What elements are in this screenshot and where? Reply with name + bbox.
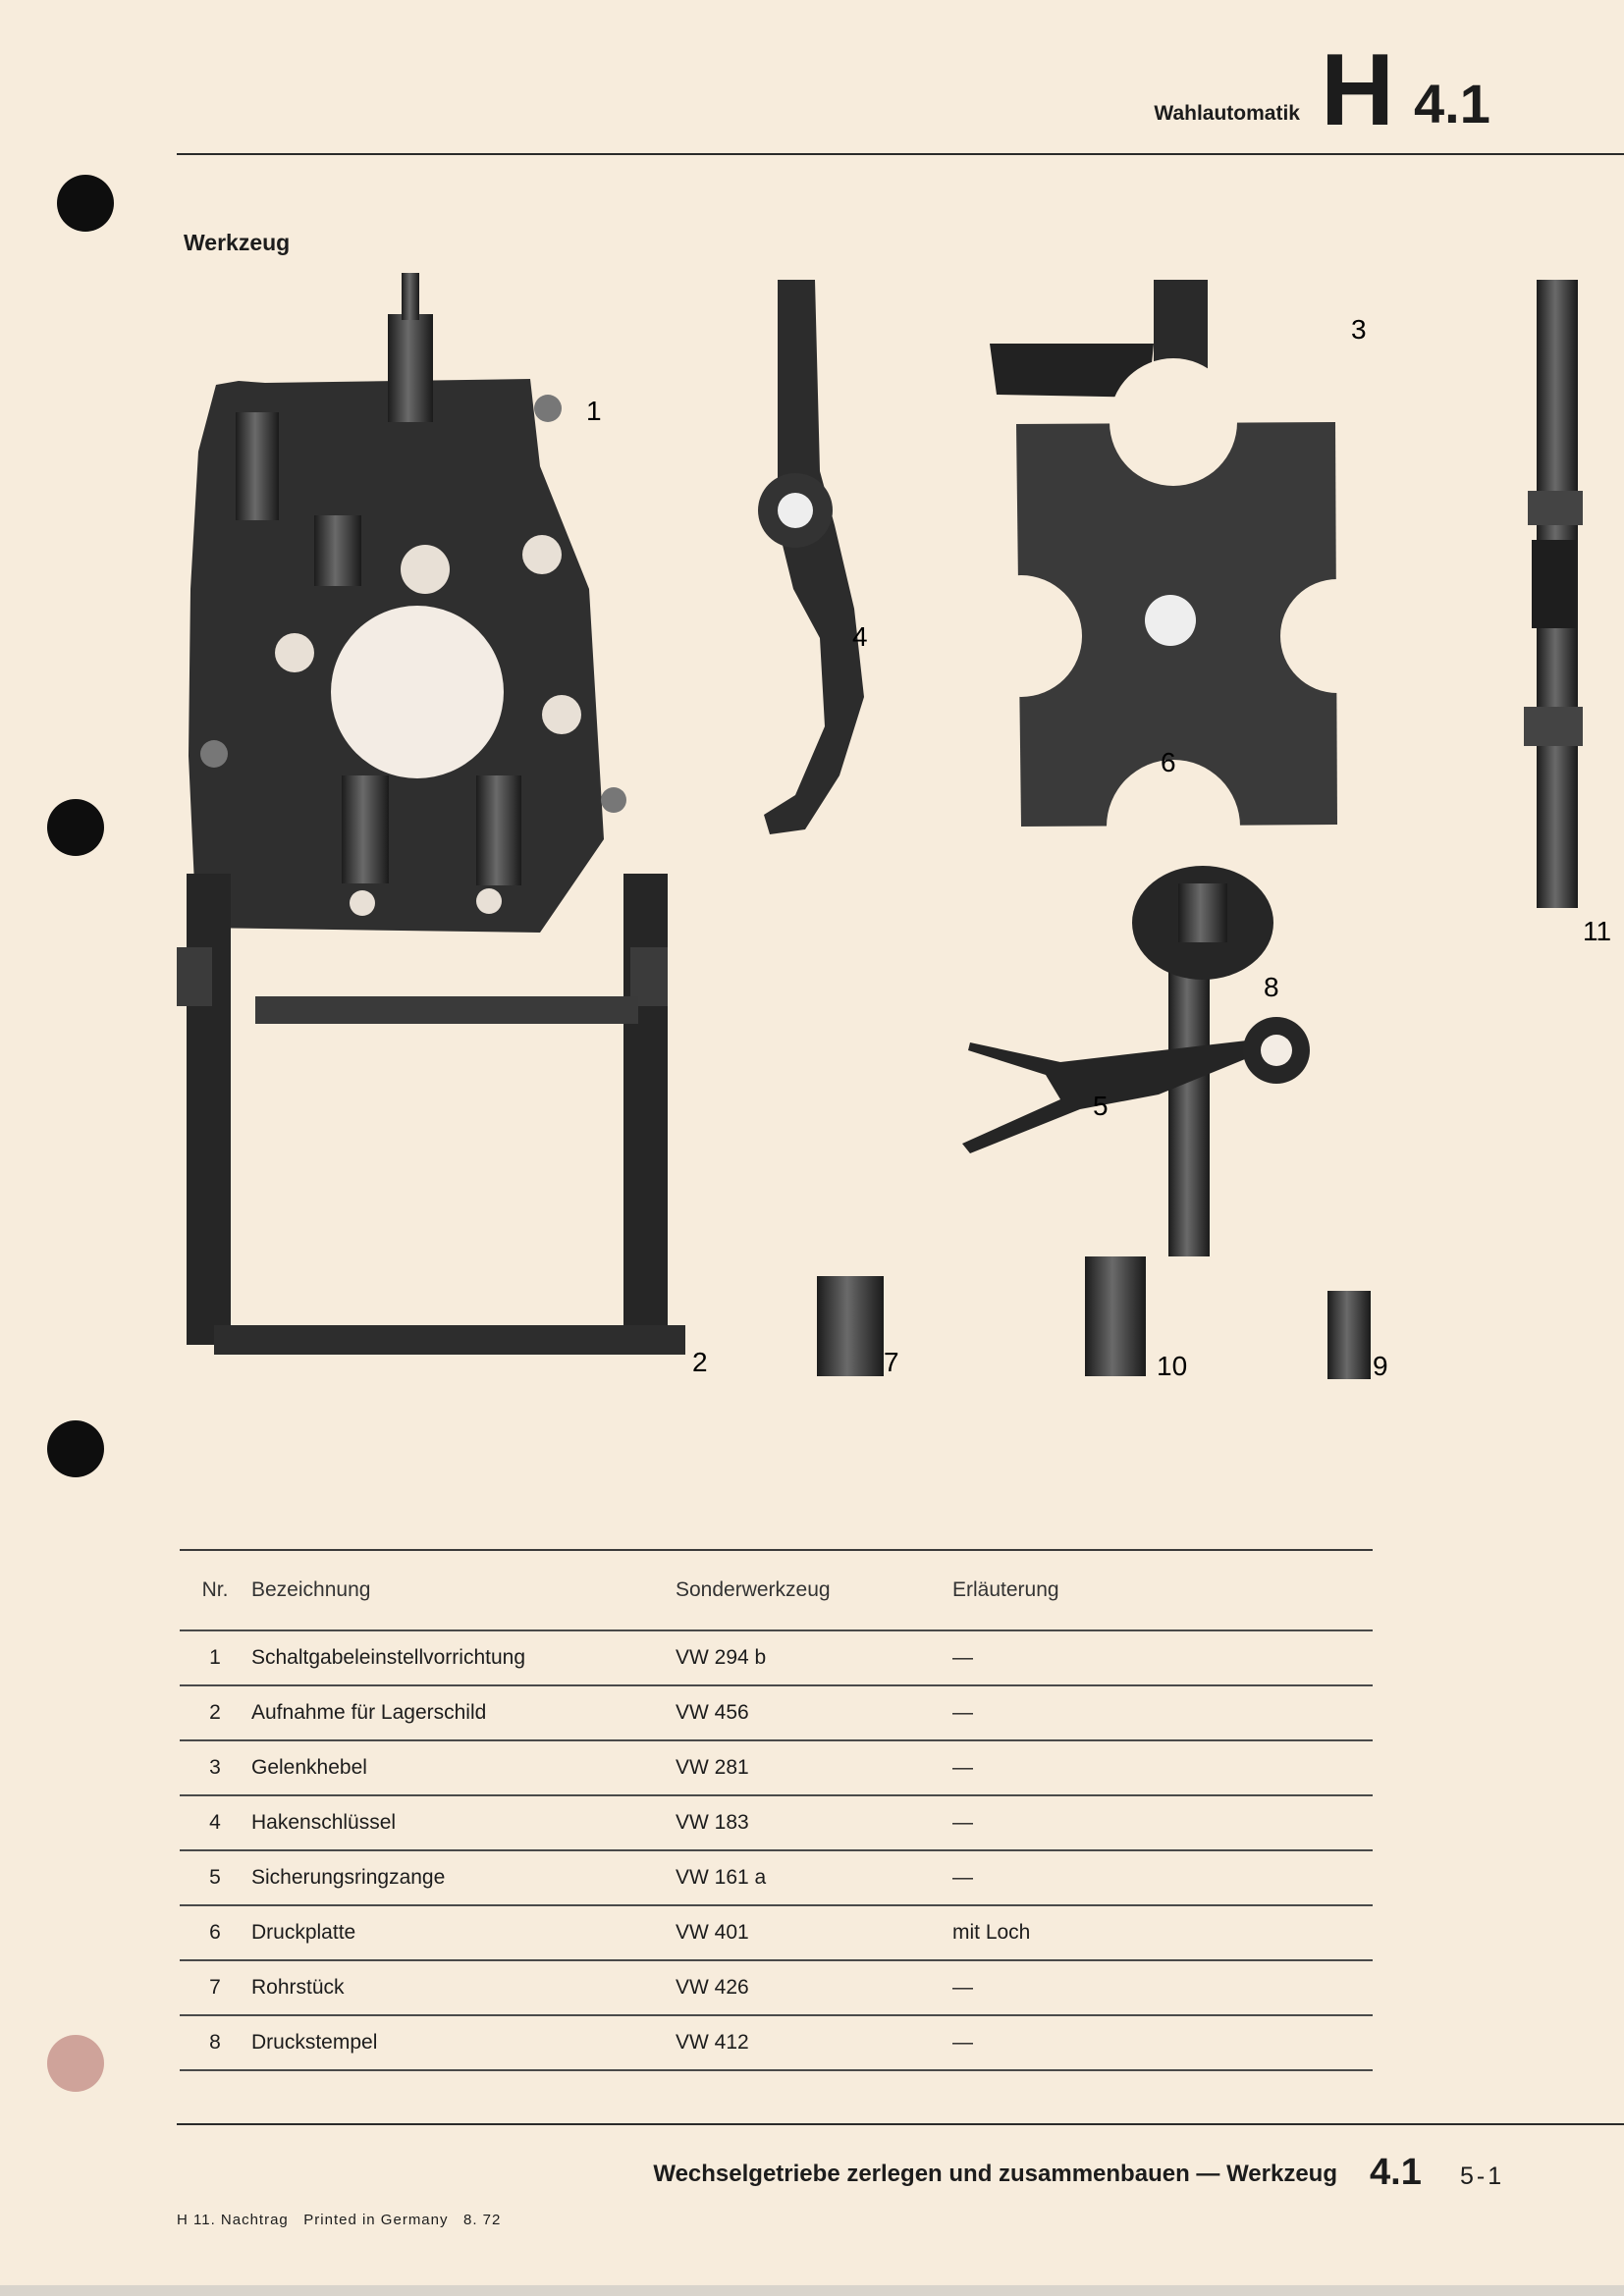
col-header-erlaeuterung: Erläuterung	[952, 1578, 1059, 1601]
footer-section-number: 4.1	[1370, 2152, 1422, 2193]
callout-2: 2	[692, 1347, 708, 1377]
cell-erlaeuterung: mit Loch	[951, 1905, 1373, 1960]
cell-bezeichnung: Sicherungsringzange	[250, 1850, 675, 1905]
tool-7-tube	[817, 1276, 884, 1376]
cell-erlaeuterung: —	[951, 1850, 1373, 1905]
tool-5-pliers	[962, 1017, 1310, 1153]
cell-bezeichnung: Druckstempel	[250, 2015, 675, 2070]
cell-sonderwerkzeug: VW 294 b	[675, 1630, 951, 1685]
header-letter: H	[1321, 33, 1395, 147]
cell-bezeichnung: Schaltgabeleinstellvorrichtung	[250, 1630, 675, 1685]
tool-1-plate	[189, 273, 626, 933]
table-row	[180, 1795, 1373, 1850]
section-title: Werkzeug	[184, 230, 291, 255]
table-row	[180, 1850, 1373, 1905]
header-rule	[177, 153, 1624, 155]
table-row	[180, 1630, 1373, 1685]
cell-erlaeuterung: —	[951, 1740, 1373, 1795]
cell-sonderwerkzeug: VW 426	[675, 1960, 951, 2015]
cell-bezeichnung: Hakenschlüssel	[250, 1795, 675, 1850]
cell-sonderwerkzeug: VW 412	[675, 2015, 951, 2070]
cell-erlaeuterung: —	[951, 1630, 1373, 1685]
cell-nr: 6	[180, 1905, 250, 1960]
callout-5: 5	[1093, 1091, 1109, 1121]
tool-illustration	[177, 265, 1624, 1404]
cell-nr: 7	[180, 1960, 250, 2015]
callout-6: 6	[1161, 747, 1176, 777]
cell-nr: 8	[180, 2015, 250, 2070]
col-header-bezeichnung: Bezeichnung	[251, 1578, 371, 1601]
table-row	[180, 2015, 1373, 2070]
callout-4: 4	[852, 621, 868, 652]
cell-sonderwerkzeug: VW 281	[675, 1740, 951, 1795]
header-subtitle: Wahlautomatik	[1154, 102, 1300, 125]
cell-bezeichnung: Aufnahme für Lagerschild	[250, 1685, 675, 1740]
cell-erlaeuterung: —	[951, 2015, 1373, 2070]
cell-sonderwerkzeug: VW 161 a	[675, 1850, 951, 1905]
cell-sonderwerkzeug: VW 401	[675, 1905, 951, 1960]
scan-edge	[0, 2285, 1624, 2296]
table-row	[180, 1905, 1373, 1960]
print-info: H 11. Nachtrag Printed in Germany 8. 72	[177, 2212, 502, 2228]
callout-3: 3	[1351, 314, 1367, 345]
tool-10-tube	[1085, 1256, 1146, 1376]
callout-7: 7	[884, 1347, 899, 1377]
table-row	[180, 1960, 1373, 2015]
punch-hole-3	[47, 1420, 104, 1477]
cell-bezeichnung: Rohrstück	[250, 1960, 675, 2015]
footer-title: Wechselgetriebe zerlegen und zusammenbauen — Werkzeug	[653, 2161, 1337, 2187]
tool-11-gauge	[1524, 280, 1583, 908]
punch-hole-2	[47, 799, 104, 856]
footer-rule	[177, 2123, 1624, 2125]
tool-2-stand	[177, 874, 685, 1355]
header-number: 4.1	[1414, 73, 1490, 134]
tool-8-pressure-stamp	[1132, 866, 1273, 980]
cell-nr: 1	[180, 1630, 250, 1685]
col-header-nr: Nr.	[201, 1578, 229, 1601]
tool-4-hook-spanner	[758, 280, 864, 834]
col-header-sonderwerkzeug: Sonderwerkzeug	[676, 1578, 831, 1601]
cell-sonderwerkzeug: VW 183	[675, 1795, 951, 1850]
punch-hole-4	[47, 2035, 104, 2092]
callout-10: 10	[1157, 1351, 1188, 1381]
footer-page-number: 5-1	[1460, 2163, 1505, 2190]
cell-nr: 3	[180, 1740, 250, 1795]
cell-erlaeuterung: —	[951, 1795, 1373, 1850]
callout-1: 1	[586, 396, 602, 426]
cell-bezeichnung: Gelenkhebel	[250, 1740, 675, 1795]
callout-9: 9	[1373, 1351, 1388, 1381]
cell-erlaeuterung: —	[951, 1960, 1373, 2015]
callout-11: 11	[1583, 916, 1612, 946]
table-header-row	[180, 1550, 1373, 1630]
tools-table-left	[180, 1549, 1373, 2071]
callout-8: 8	[1264, 972, 1279, 1002]
cell-erlaeuterung: —	[951, 1685, 1373, 1740]
tool-6-pressure-plate	[960, 358, 1394, 893]
table-row	[180, 1740, 1373, 1795]
cell-sonderwerkzeug: VW 456	[675, 1685, 951, 1740]
cell-nr: 4	[180, 1795, 250, 1850]
table-row	[180, 1685, 1373, 1740]
punch-hole-1	[57, 175, 114, 232]
tool-9-pressure-piece	[1327, 1291, 1371, 1379]
cell-nr: 2	[180, 1685, 250, 1740]
cell-bezeichnung: Druckplatte	[250, 1905, 675, 1960]
cell-nr: 5	[180, 1850, 250, 1905]
